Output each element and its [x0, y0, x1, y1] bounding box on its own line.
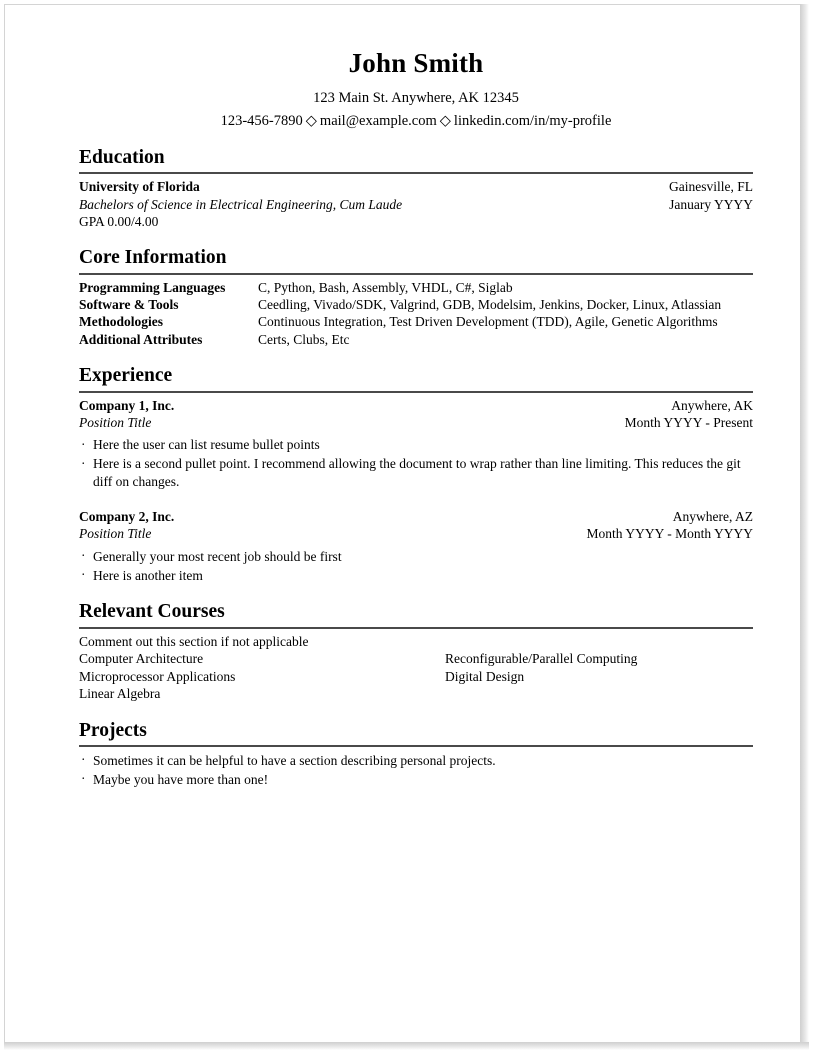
job-bullet: · Here the user can list resume bullet points — [79, 436, 753, 454]
experience-job — [79, 397, 753, 491]
course-row — [79, 668, 753, 685]
course-name-left: Microprocessor Applications — [79, 668, 236, 684]
courses-note-row — [79, 633, 753, 650]
core-info-label: Software & Tools — [79, 296, 179, 312]
resume-content — [79, 49, 753, 790]
contact-separator-2: ◇ — [439, 112, 451, 129]
core-info-value: Continuous Integration, Test Driven Development (TDD), Agile, Genetic Algorithms — [258, 314, 718, 330]
course-row — [79, 685, 753, 702]
education-entry-degree — [79, 196, 753, 213]
course-name-right: Digital Design — [445, 668, 525, 684]
course-name-left: Computer Architecture — [79, 651, 204, 667]
course-row — [79, 650, 753, 667]
job-bullet: · Here is another item — [79, 567, 753, 585]
core-info-value: C, Python, Bash, Assembly, VHDL, C#, Siglab — [258, 279, 513, 295]
section-heading-projects: Projects — [79, 719, 147, 741]
education-entry-school — [79, 178, 753, 195]
core-info-label: Additional Attributes — [79, 331, 203, 347]
course-name-right: Reconfigurable/Parallel Computing — [445, 651, 638, 667]
section-education — [79, 147, 753, 230]
section-heading-education: Education — [79, 146, 165, 168]
core-info-label: Methodologies — [79, 314, 163, 330]
education-date: January YYYY — [669, 196, 753, 212]
email-address[interactable]: mail@example.com — [319, 112, 437, 129]
education-school-name: University of Florida — [79, 179, 200, 195]
job-dates: Month YYYY - Month YYYY — [586, 526, 753, 542]
job-bullet: · Here is a second pullet point. I recommend allowing the document to wrap rather than line limiting. This reduces the git diff on changes. — [79, 455, 753, 491]
section-heading-core-information: Core Information — [79, 247, 227, 269]
job-company-row — [79, 508, 753, 525]
job-position-title: Position Title — [79, 526, 152, 542]
section-relevant-courses — [79, 601, 753, 702]
job-location: Anywhere, AZ — [672, 509, 753, 525]
linkedin-url[interactable]: linkedin.com/in/my-profile — [453, 112, 612, 129]
candidate-name: John Smith — [348, 48, 484, 78]
section-rule-education — [79, 172, 753, 174]
job-bullet: · Generally your most recent job should be first — [79, 548, 753, 566]
section-rule-relevant-courses — [79, 627, 753, 629]
project-bullet: · Maybe you have more than one! — [79, 771, 753, 789]
section-rule-projects — [79, 745, 753, 747]
education-gpa: GPA 0.00/4.00 — [79, 213, 159, 229]
job-title-row — [79, 414, 753, 431]
section-core-information — [79, 247, 753, 348]
core-info-row — [79, 331, 753, 348]
core-info-value: Certs, Clubs, Etc — [258, 331, 350, 347]
core-info-row — [79, 279, 753, 296]
section-heading-relevant-courses: Relevant Courses — [79, 601, 225, 623]
candidate-address: 123 Main St. Anywhere, AK 12345 — [313, 89, 519, 106]
courses-grid — [79, 633, 753, 703]
education-school-location: Gainesville, FL — [669, 179, 753, 195]
section-projects — [79, 720, 753, 789]
projects-bullet-list — [79, 752, 753, 789]
job-company-row — [79, 397, 753, 414]
phone-number: 123-456-7890 — [220, 112, 303, 129]
contact-separator-1: ◇ — [305, 112, 317, 129]
section-rule-experience — [79, 391, 753, 393]
core-info-label: Programming Languages — [79, 279, 226, 295]
education-degree: Bachelors of Science in Electrical Engineering, Cum Laude — [79, 196, 403, 212]
job-title-row — [79, 525, 753, 542]
job-bullet-list — [79, 548, 753, 585]
project-bullet: · Sometimes it can be helpful to have a section describing personal projects. — [79, 752, 753, 770]
section-heading-experience: Experience — [79, 365, 173, 387]
section-rule-core-information — [79, 273, 753, 275]
resume-header — [79, 49, 753, 130]
core-info-row — [79, 313, 753, 330]
course-name-left: Linear Algebra — [79, 686, 161, 702]
candidate-contact-line — [79, 112, 753, 130]
experience-job — [79, 508, 753, 584]
job-bullet-list — [79, 436, 753, 491]
job-company-name: Company 2, Inc. — [79, 509, 175, 525]
resume-page — [4, 4, 800, 1042]
job-position-title: Position Title — [79, 414, 152, 430]
job-dates: Month YYYY - Present — [624, 414, 753, 430]
courses-note-spacer — [445, 633, 753, 650]
section-experience — [79, 365, 753, 584]
job-company-name: Company 1, Inc. — [79, 397, 175, 413]
page-shadow-bottom — [4, 1042, 809, 1050]
course-name-right — [445, 685, 753, 702]
job-location: Anywhere, AK — [671, 397, 753, 413]
core-info-row — [79, 296, 753, 313]
page-shadow-right — [800, 4, 809, 1044]
courses-note: Comment out this section if not applicable — [79, 633, 309, 649]
core-info-value: Ceedling, Vivado/SDK, Valgrind, GDB, Modelsim, Jenkins, Docker, Linux, Atlassian — [258, 296, 722, 312]
